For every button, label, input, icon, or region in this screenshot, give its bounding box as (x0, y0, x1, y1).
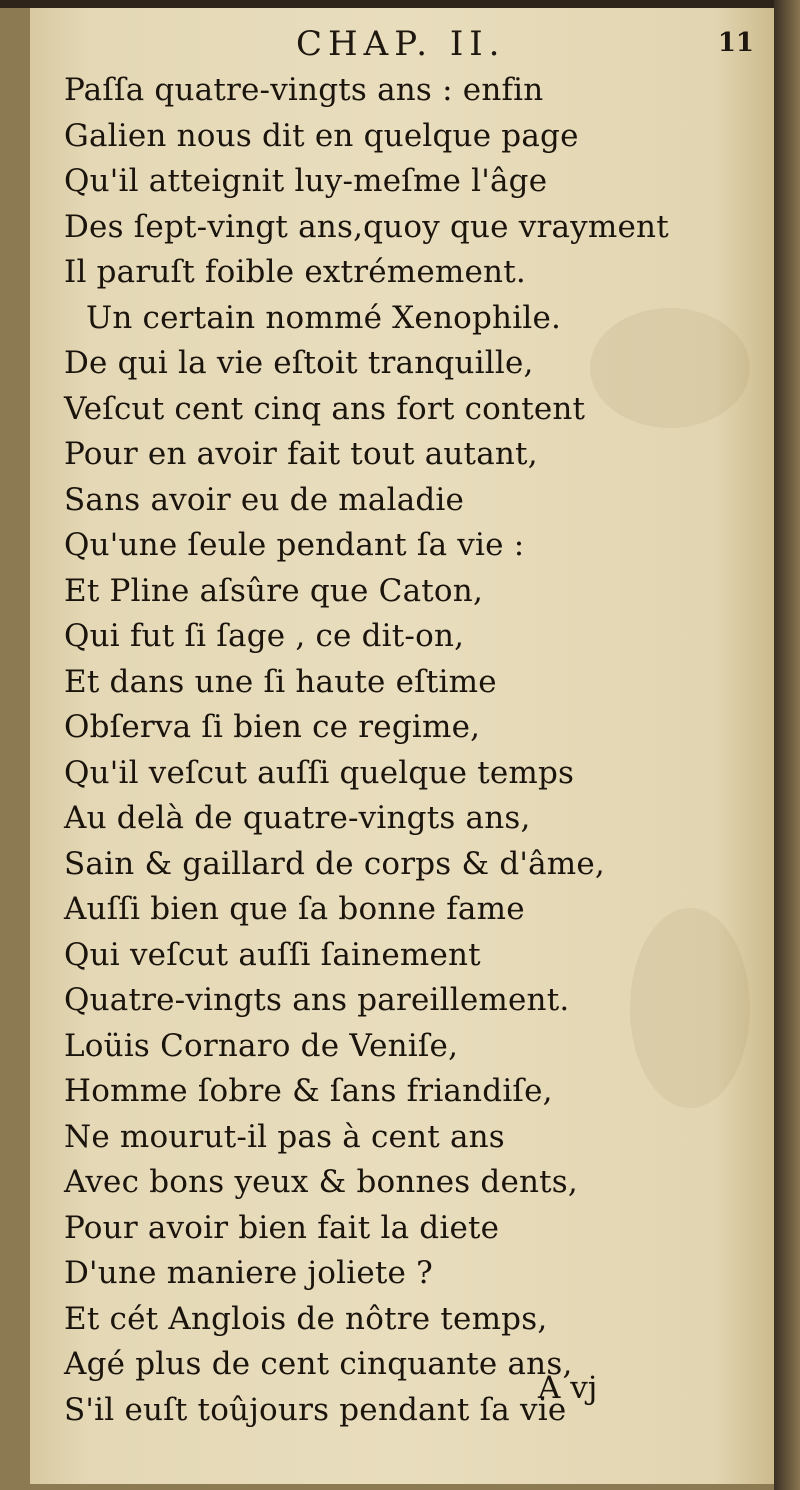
text-line: Galien nous dit en quelque page (64, 117, 579, 154)
text-line: Des ſept-vingt ans,quoy que vrayment (64, 208, 669, 245)
text-line: Agé plus de cent cinquante ans, (64, 1346, 573, 1382)
text-line: S'il euſt toûjours pendant ſa vie (64, 1391, 567, 1428)
text-line: Auſſi bien que ſa bonne fame (64, 891, 525, 927)
text-line: Avec bons yeux & bonnes dents, (64, 1164, 578, 1200)
text-line: Sain & gaillard de corps & d'âme, (64, 845, 605, 882)
book-top-edge (0, 0, 800, 8)
text-line: Et cét Anglois de nôtre temps, (64, 1300, 548, 1337)
text-line: Qu'il atteignit luy-meſme l'âge (64, 163, 548, 199)
text-line: Au delà de quatre-vingts ans, (64, 800, 531, 836)
text-line: Homme ſobre & ſans friandiſe, (64, 1073, 553, 1109)
text-line: Qu'une ſeule pendant ſa vie : (64, 527, 525, 563)
text-line: Il paruſt foible extrémement. (64, 254, 526, 290)
poem-text (64, 68, 764, 1433)
book-gutter-edge (774, 0, 800, 1490)
text-line: Obſerva ſi bien ce regime, (64, 709, 481, 745)
text-line: Sans avoir eu de maladie (64, 481, 465, 518)
text-line: Pour avoir bien fait la diete (64, 1209, 500, 1246)
book-page (30, 8, 774, 1484)
text-line: Ne mourut-il pas à cent ans (64, 1118, 505, 1155)
signature-mark: A vj (538, 1370, 598, 1406)
text-line: Quatre-vingts ans pareillement. (64, 982, 570, 1018)
page-number: 11 (717, 28, 754, 58)
text-line: Pour en avoir fait tout autant, (64, 436, 538, 472)
text-line: Et Pline aſsûre que Caton, (64, 572, 483, 609)
text-line: D'une maniere joliete ? (64, 1255, 433, 1291)
running-title: CHAP. II. (296, 24, 506, 64)
text-line: Qu'il veſcut auſſi quelque temps (64, 754, 575, 791)
text-line: Paſſa quatre-vingts ans : enfin (64, 72, 544, 108)
text-line: Un certain nommé Xenophile. (86, 299, 562, 336)
text-line: Loüis Cornaro de Veniſe, (64, 1027, 459, 1064)
page-header (30, 22, 774, 72)
text-line: De qui la vie eſtoit tranquille, (64, 345, 534, 381)
text-line: Qui fut ſi ſage , ce dit-on, (64, 618, 465, 654)
text-line: Veſcut cent cinq ans fort content (64, 390, 586, 427)
text-line: Et dans une ſi haute eſtime (64, 663, 497, 700)
text-line: Qui veſcut auſſi ſainement (64, 936, 481, 973)
